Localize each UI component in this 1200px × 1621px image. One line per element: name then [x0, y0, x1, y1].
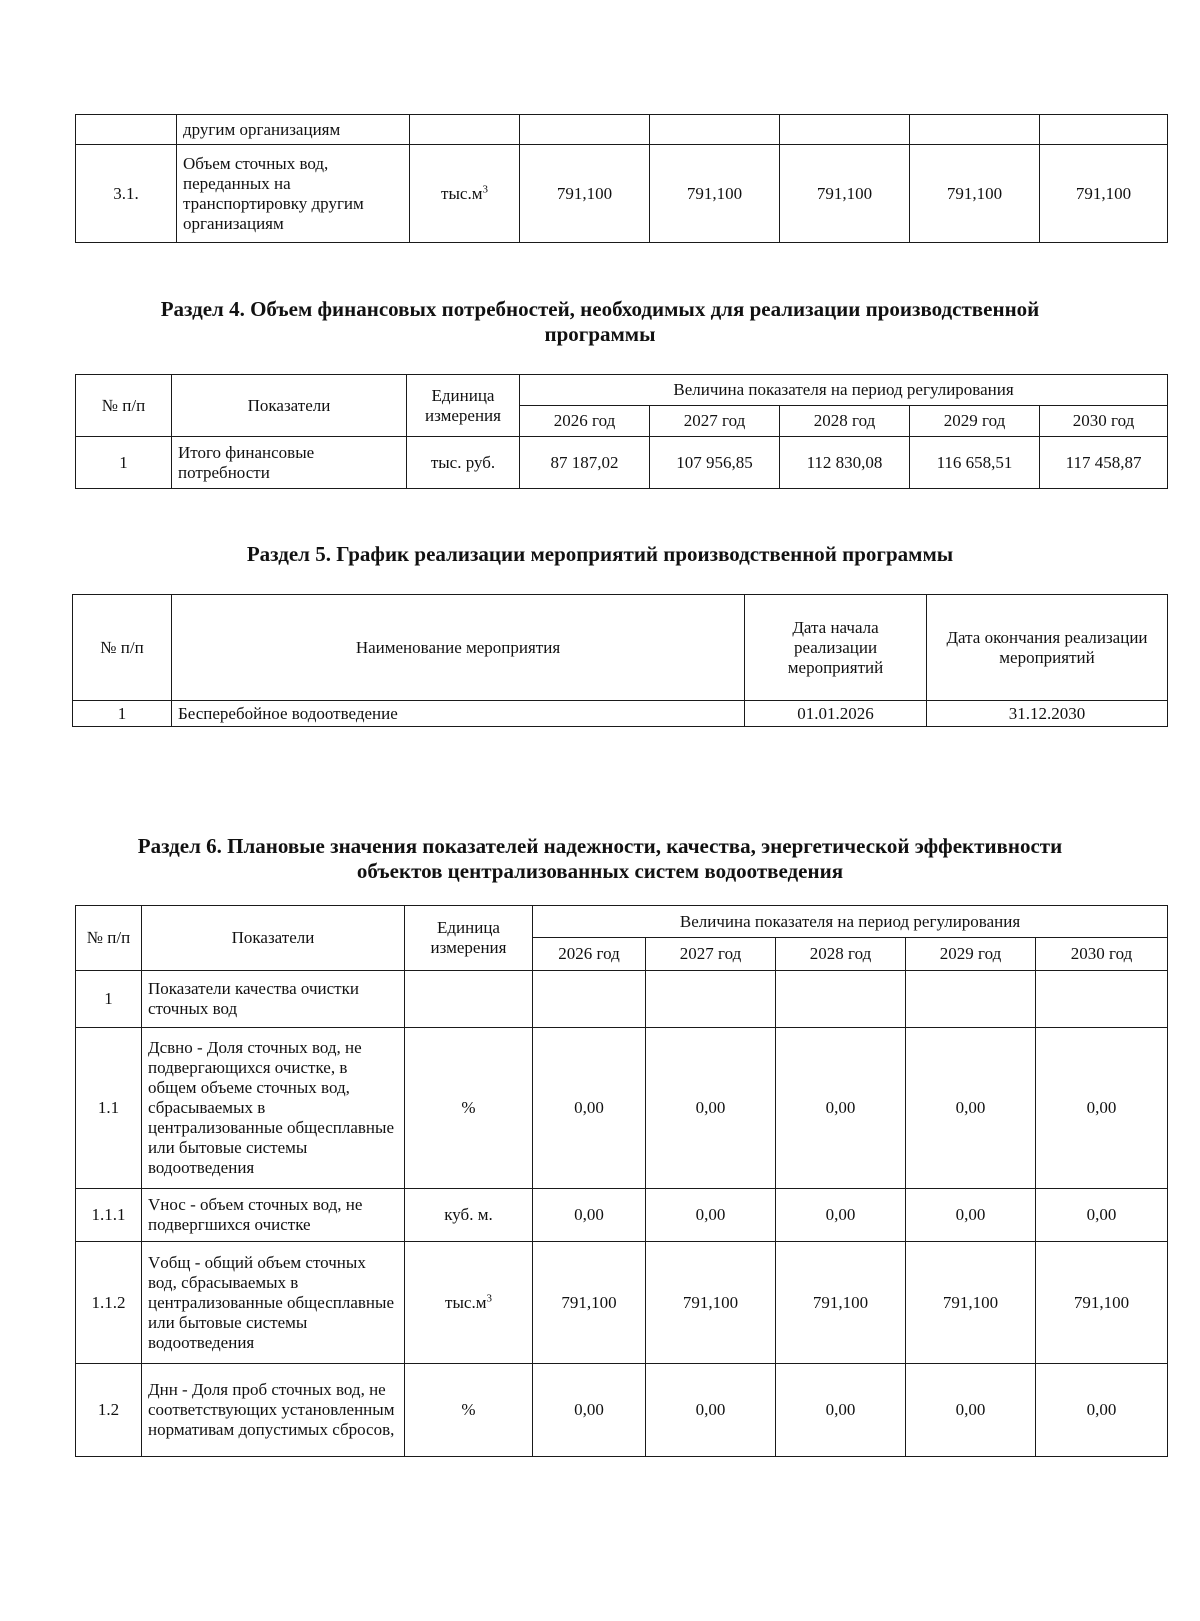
unit-sup: 3: [482, 182, 488, 195]
cell-value: 0,00: [1036, 1364, 1168, 1457]
cell-name: Показатели качества очистки сточных вод: [142, 971, 405, 1028]
cell-name: Бесперебойное водоотведение: [172, 701, 745, 727]
cell-start: 01.01.2026: [745, 701, 927, 727]
header-year: 2026 год: [533, 938, 646, 971]
header-name: Наименование мероприятия: [172, 595, 745, 701]
header-row: [73, 595, 1168, 701]
header-year: 2028 год: [776, 938, 906, 971]
unit-sup: 3: [486, 1291, 492, 1304]
section-6-title-line2: объектов централизованных систем водоотведения: [356, 859, 844, 883]
section-5-title: Раздел 5. График реализации мероприятий производственной программы: [246, 542, 954, 566]
cell-name: Итого финансовые потребности: [172, 437, 407, 489]
cell-value: [1036, 971, 1168, 1028]
cell-value: 0,00: [646, 1028, 776, 1189]
cell-name: Vобщ - общий объем сточных вод, сбрасываемых в централизованные общесплавные или бытовые системы водоотведения: [142, 1242, 405, 1364]
header-year: 2029 год: [910, 406, 1040, 437]
cell-value: 0,00: [646, 1189, 776, 1242]
header-unit: Единица измерения: [407, 375, 520, 437]
cell-value: 116 658,51: [910, 437, 1040, 489]
unit-text: тыс.м: [441, 183, 483, 203]
table-continuation: [75, 114, 1168, 243]
cell-value: 791,100: [533, 1242, 646, 1364]
table-row: [76, 145, 1168, 243]
cell-end: 31.12.2030: [927, 701, 1168, 727]
cell-unit: [410, 145, 520, 243]
cell-unit: [405, 971, 533, 1028]
cell-name: Днн - Доля проб сточных вод, не соответствующих установленным нормативам допустимых сбросов,: [142, 1364, 405, 1457]
cell-value: 117 458,87: [1040, 437, 1168, 489]
cell-name: Дсвно - Доля сточных вод, не подвергающихся очистке, в общем объеме сточных вод, сбрасываемых в централизованные общесплавные или бытовые системы водоотведения: [142, 1028, 405, 1189]
header-indicator: Показатели: [172, 375, 407, 437]
table-row: [76, 1028, 1168, 1189]
header-start: Дата начала реализации мероприятий: [745, 595, 927, 701]
unit-text: %: [461, 1400, 476, 1419]
cell-value: [910, 115, 1040, 145]
cell-value: [906, 971, 1036, 1028]
header-row: [76, 375, 1168, 406]
unit-text: куб. м.: [444, 1205, 493, 1224]
cell-name: другим организациям: [177, 115, 410, 145]
cell-value: [520, 115, 650, 145]
cell-value: 791,100: [520, 145, 650, 243]
section-6-title-line1: Раздел 6. Плановые значения показателей надежности, качества, энергетической эффективности: [137, 834, 1063, 858]
header-num: № п/п: [76, 906, 142, 971]
cell-value: 0,00: [646, 1364, 776, 1457]
table-section-6: [75, 905, 1168, 1457]
header-indicator: Показатели: [142, 906, 405, 971]
header-year: 2030 год: [1040, 406, 1168, 437]
cell-value: 0,00: [906, 1189, 1036, 1242]
table-row: [76, 115, 1168, 145]
cell-value: 791,100: [1040, 145, 1168, 243]
cell-unit: [405, 1189, 533, 1242]
header-num: № п/п: [73, 595, 172, 701]
cell-value: 0,00: [1036, 1189, 1168, 1242]
unit-text: %: [461, 1098, 476, 1117]
cell-value: 0,00: [776, 1364, 906, 1457]
unit-text: тыс.м: [445, 1292, 487, 1312]
cell-num: 1: [76, 971, 142, 1028]
cell-num: 1.1: [76, 1028, 142, 1189]
cell-value: 0,00: [906, 1364, 1036, 1457]
header-year: 2028 год: [780, 406, 910, 437]
cell-value: [780, 115, 910, 145]
cell-num: 3.1.: [76, 145, 177, 243]
cell-value: 791,100: [780, 145, 910, 243]
cell-value: [533, 971, 646, 1028]
cell-num: 1: [76, 437, 172, 489]
cell-num: 1: [73, 701, 172, 727]
header-year: 2026 год: [520, 406, 650, 437]
cell-value: 0,00: [533, 1189, 646, 1242]
table-section-5: [72, 594, 1168, 727]
section-4-title-line1: Раздел 4. Объем финансовых потребностей, необходимых для реализации производственной: [160, 297, 1040, 321]
cell-value: 0,00: [533, 1028, 646, 1189]
section-4-title: [0, 297, 1200, 347]
header-num: № п/п: [76, 375, 172, 437]
table-row: [73, 701, 1168, 727]
cell-value: [776, 971, 906, 1028]
cell-value: 0,00: [533, 1364, 646, 1457]
cell-num: 1.2: [76, 1364, 142, 1457]
cell-value: 791,100: [650, 145, 780, 243]
cell-value: 791,100: [646, 1242, 776, 1364]
table-row: [76, 1242, 1168, 1364]
cell-value: 791,100: [776, 1242, 906, 1364]
header-year: 2029 год: [906, 938, 1036, 971]
cell-num: [76, 115, 177, 145]
cell-name: Vнос - объем сточных вод, не подвергшихся очистке: [142, 1189, 405, 1242]
cell-value: 0,00: [906, 1028, 1036, 1189]
cell-value: 791,100: [910, 145, 1040, 243]
cell-value: 0,00: [776, 1189, 906, 1242]
cell-num: 1.1.1: [76, 1189, 142, 1242]
cell-name: Объем сточных вод, переданных на транспортировку другим организациям: [177, 145, 410, 243]
table-row: [76, 437, 1168, 489]
section-6-title: [0, 834, 1200, 884]
header-row: [76, 906, 1168, 938]
cell-value: 791,100: [906, 1242, 1036, 1364]
cell-unit: [405, 1028, 533, 1189]
cell-unit: тыс. руб.: [407, 437, 520, 489]
header-year: 2030 год: [1036, 938, 1168, 971]
cell-value: 791,100: [1036, 1242, 1168, 1364]
cell-value: 112 830,08: [780, 437, 910, 489]
header-end: Дата окончания реализации мероприятий: [927, 595, 1168, 701]
cell-unit: [405, 1364, 533, 1457]
cell-value: 107 956,85: [650, 437, 780, 489]
cell-value: [646, 971, 776, 1028]
header-unit: Единица измерения: [405, 906, 533, 971]
cell-value: 0,00: [1036, 1028, 1168, 1189]
header-value-group: Величина показателя на период регулирования: [533, 906, 1168, 938]
header-year: 2027 год: [650, 406, 780, 437]
header-value-group: Величина показателя на период регулирования: [520, 375, 1168, 406]
cell-value: 87 187,02: [520, 437, 650, 489]
cell-value: [650, 115, 780, 145]
table-row: [76, 971, 1168, 1028]
cell-value: [1040, 115, 1168, 145]
cell-unit: [410, 115, 520, 145]
cell-unit: [405, 1242, 533, 1364]
table-row: [76, 1189, 1168, 1242]
cell-num: 1.1.2: [76, 1242, 142, 1364]
cell-value: 0,00: [776, 1028, 906, 1189]
table-row: [76, 1364, 1168, 1457]
table-section-4: [75, 374, 1168, 489]
header-year: 2027 год: [646, 938, 776, 971]
section-4-title-line2: программы: [544, 322, 656, 346]
